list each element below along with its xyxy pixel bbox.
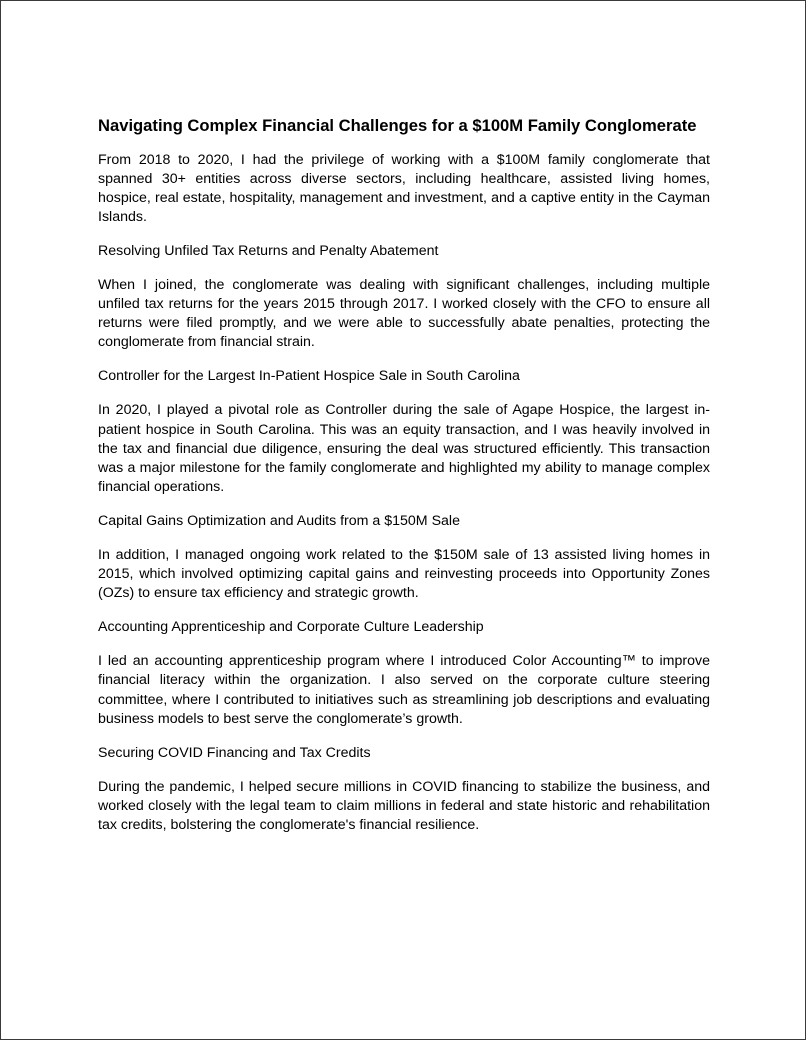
section-heading-covid-financing: Securing COVID Financing and Tax Credits (98, 744, 371, 761)
section-body-hospice-sale: In 2020, I played a pivotal role as Controller during the sale of Agape Hospice, the largest in-patient hospice in South Carolina. This was an equity transaction, and I was heavily involved in the tax and financial due diligence, ensuring the deal was structured efficiently. This transaction was a major milestone for the family conglomerate and highlighted my ability to manage complex financial operations. (98, 402, 710, 495)
section-body-apprenticeship: I led an accounting apprenticeship program where I introduced Color Accounting™ to improve financial literacy within the organization. I also served on the corporate culture steering committee, where I contributed to initiatives such as streamlining job descriptions and evaluating business models to best serve the conglomerate’s growth. (98, 653, 710, 727)
section-body-tax-returns: When I joined, the conglomerate was dealing with significant challenges, including multiple unfiled tax returns for the years 2015 through 2017. I worked closely with the CFO to ensure all returns were filed promptly, and we were able to successfully abate penalties, protecting the conglomerate from financial strain. (98, 276, 710, 351)
section-heading-hospice-sale: Controller for the Largest In-Patient Hospice Sale in South Carolina (98, 368, 520, 385)
document-title: Navigating Complex Financial Challenges for a $100M Family Conglomerate (98, 116, 697, 135)
section-heading-capital-gains: Capital Gains Optimization and Audits from a $150M Sale (98, 512, 460, 529)
document-content (98, 115, 710, 850)
intro-paragraph: From 2018 to 2020, I had the privilege of working with a $100M family conglomerate that spanned 30+ entities across diverse sectors, including healthcare, assisted living homes, hospice, real estate, hospitality, management and investment, and a captive entity in the Cayman Islands. (98, 151, 710, 225)
section-heading-apprenticeship: Accounting Apprenticeship and Corporate Culture Leadership (98, 619, 484, 636)
section-body-covid-financing: During the pandemic, I helped secure millions in COVID financing to stabilize the business, and worked closely with the legal team to claim millions in federal and state historic and rehabilitation tax credits, bolstering the conglomerate's financial resilience. (98, 778, 710, 834)
section-body-capital-gains: In addition, I managed ongoing work related to the $150M sale of 13 assisted living homes in 2015, which involved optimizing capital gains and reinvesting proceeds into Opportunity Zones (OZs) to ensure tax efficiency and strategic growth. (98, 547, 710, 602)
section-heading-tax-returns: Resolving Unfiled Tax Returns and Penalty Abatement (98, 242, 439, 259)
